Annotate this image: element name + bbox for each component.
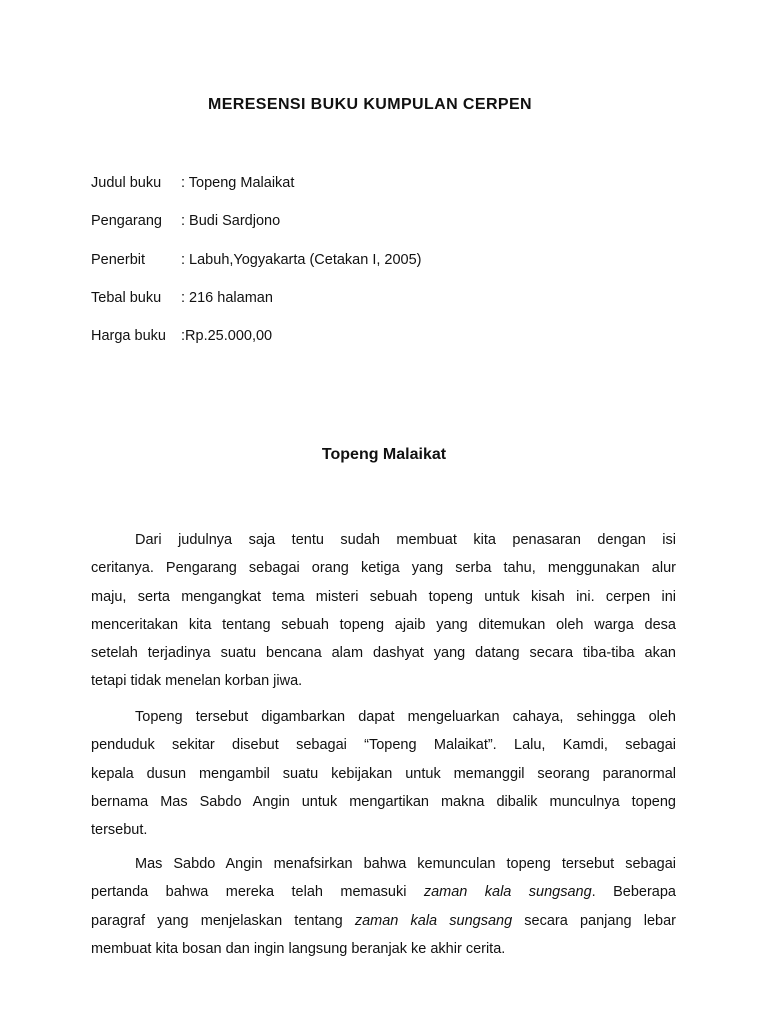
- text-line: [91, 731, 676, 759]
- text-segment: membuat kita bosan dan ingin langsung beranjak ke akhir cerita.: [91, 940, 506, 957]
- text-segment: maju, serta mengangkat tema misteri sebuah topeng untuk kisah ini. cerpen ini: [91, 588, 676, 605]
- text-line: [91, 788, 676, 816]
- text-line: [91, 667, 676, 695]
- text-segment: Dari judulnya saja tentu sudah membuat kita penasaran dengan isi: [135, 532, 676, 548]
- text-segment: tetapi tidak menelan korban jiwa.: [91, 673, 303, 690]
- paragraph-1: [91, 526, 676, 696]
- text-line: [91, 878, 676, 906]
- text-line: [91, 703, 676, 731]
- paragraph-2: [91, 703, 676, 844]
- text-line: [91, 611, 676, 639]
- info-label: Tebal buku: [91, 289, 162, 306]
- text-segment: penduduk sekitar disebut sebagai “Topeng Malaikat”. Lalu, Kamdi, sebagai: [91, 737, 676, 754]
- italic-text: zaman kala sungsang: [354, 912, 513, 929]
- info-value: : Topeng Malaikat: [181, 175, 295, 191]
- text-segment: paragraf yang menjelaskan tentang: [91, 912, 355, 929]
- info-value: : Labuh,Yogyakarta (Cetakan I, 2005): [181, 251, 422, 268]
- info-row-author: [91, 213, 422, 251]
- text-line: [91, 583, 676, 611]
- info-row-title: [91, 175, 422, 213]
- info-label: Harga buku: [91, 328, 166, 345]
- text-segment: . Beberapa: [591, 884, 676, 901]
- text-segment: bernama Mas Sabdo Angin untuk mengartikan makna dibalik munculnya topeng: [91, 793, 676, 810]
- text-line: [91, 850, 676, 878]
- info-value: :Rp.25.000,00: [181, 328, 273, 345]
- text-segment: Topeng tersebut digambarkan dapat mengeluarkan cahaya, sehingga oleh: [135, 709, 676, 725]
- info-row-price: [91, 328, 422, 366]
- text-segment: ceritanya. Pengarang sebagai orang ketiga yang serba tahu, menggunakan alur: [91, 560, 676, 577]
- info-value: : 216 halaman: [181, 289, 273, 306]
- text-line: [91, 907, 676, 935]
- book-info: [91, 175, 422, 366]
- text-line: [91, 935, 676, 963]
- document-title: MERESENSI BUKU KUMPULAN CERPEN: [207, 96, 533, 113]
- text-line: [91, 526, 676, 554]
- info-label: Judul buku: [91, 175, 162, 191]
- text-segment: secara panjang lebar: [512, 912, 676, 929]
- text-segment: setelah terjadinya suatu bencana alam dashyat yang datang secara tiba-tiba akan: [91, 645, 676, 662]
- text-segment: Mas Sabdo Angin menafsirkan bahwa kemunculan topeng tersebut sebagai: [135, 856, 676, 872]
- info-row-publisher: [91, 252, 422, 290]
- section-title: Topeng Malaikat: [321, 446, 447, 463]
- text-segment: menceritakan kita tentang sebuah topeng ajaib yang ditemukan oleh warga desa: [91, 616, 676, 633]
- info-label: Pengarang: [91, 213, 162, 230]
- info-value: : Budi Sardjono: [181, 213, 281, 230]
- info-label: Penerbit: [91, 251, 146, 268]
- text-line: [91, 760, 676, 788]
- text-segment: pertanda bahwa mereka telah memasuki: [91, 884, 424, 901]
- info-row-pages: [91, 290, 422, 328]
- text-line: [91, 554, 676, 582]
- text-line: [91, 816, 676, 844]
- italic-text: zaman kala sungsang: [423, 884, 592, 901]
- text-segment: kepala dusun mengambil suatu kebijakan untuk memanggil seorang paranormal: [91, 765, 676, 782]
- text-line: [91, 639, 676, 667]
- text-segment: tersebut.: [91, 822, 148, 839]
- paragraph-3: [91, 850, 676, 963]
